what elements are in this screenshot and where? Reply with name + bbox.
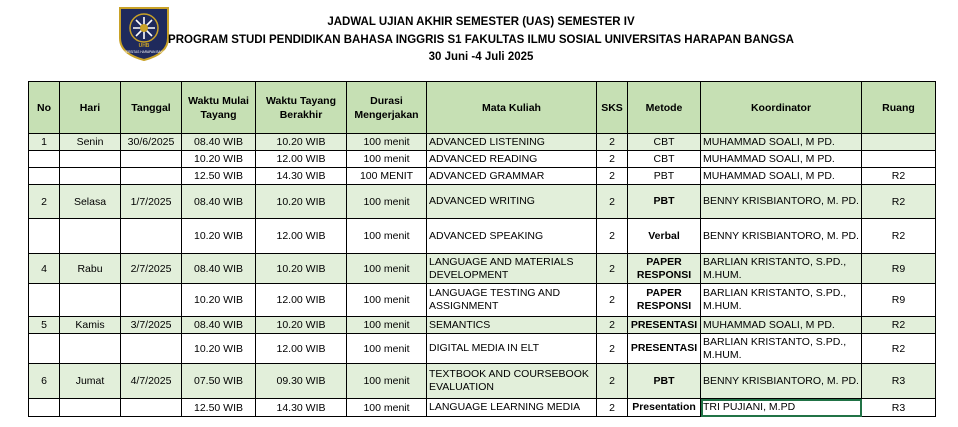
cell-metode[interactable]: PAPER RESPONSI (628, 284, 701, 317)
col-header-tanggal[interactable]: Tanggal (121, 82, 182, 134)
cell-waktu-akhir[interactable]: 12.00 WIB (256, 284, 347, 317)
cell-tanggal[interactable] (121, 151, 182, 168)
table-row (29, 168, 936, 185)
cell-mata-kuliah[interactable]: SEMANTICS (427, 317, 597, 334)
cell-koordinator[interactable]: BARLIAN KRISTANTO, S.PD., M.HUM. (701, 284, 862, 317)
logo-text-bottom: UNIVERSITAS HARAPAN BANGSA (118, 50, 170, 54)
title-line-2: PROGRAM STUDI PENDIDIKAN BAHASA INGGRIS S1 FAKULTAS ILMU SOSIAL UNIVERSITAS HARAPAN BANGSA (168, 34, 794, 46)
cell-metode[interactable]: Verbal (628, 219, 701, 254)
cell-sks[interactable]: 2 (597, 317, 628, 334)
cell-hari[interactable]: Kamis (60, 317, 121, 334)
cell-koordinator[interactable]: MUHAMMAD SOALI, M PD. (701, 168, 862, 185)
cell-metode[interactable]: PBT (628, 185, 701, 219)
cell-koordinator[interactable]: BENNY KRISBIANTORO, M. PD. (701, 219, 862, 254)
cell-tanggal[interactable]: 2/7/2025 (121, 254, 182, 284)
cell-mata-kuliah[interactable]: DIGITAL MEDIA IN ELT (427, 334, 597, 364)
cell-koordinator[interactable]: BARLIAN KRISTANTO, S.PD., M.HUM. (701, 334, 862, 364)
cell-koordinator[interactable]: BENNY KRISBIANTORO, M. PD. (701, 185, 862, 219)
cell-sks[interactable]: 2 (597, 399, 628, 417)
exam-schedule-table (28, 81, 936, 417)
cell-sks[interactable]: 2 (597, 151, 628, 168)
cell-tanggal[interactable] (121, 219, 182, 254)
cell-hari[interactable] (60, 334, 121, 364)
cell-waktu-mulai[interactable]: 12.50 WIB (182, 399, 256, 417)
cell-durasi[interactable]: 100 menit (347, 399, 427, 417)
cell-ruang[interactable]: R3 (862, 364, 936, 399)
cell-koordinator-selected[interactable]: TRI PUJIANI, M.PD (701, 399, 862, 417)
cell-no[interactable]: 1 (29, 134, 60, 151)
cell-no[interactable]: 2 (29, 185, 60, 219)
cell-durasi[interactable]: 100 menit (347, 151, 427, 168)
table-row (29, 317, 936, 334)
col-header-sks[interactable]: SKS (597, 82, 628, 134)
cell-no[interactable] (29, 284, 60, 317)
table-row (29, 254, 936, 284)
cell-sks[interactable]: 2 (597, 284, 628, 317)
cell-metode[interactable]: Presentation (628, 399, 701, 417)
cell-durasi[interactable]: 100 menit (347, 284, 427, 317)
cell-tanggal[interactable]: 4/7/2025 (121, 364, 182, 399)
cell-waktu-mulai[interactable]: 08.40 WIB (182, 185, 256, 219)
table-row (29, 134, 936, 151)
cell-durasi[interactable]: 100 MENIT (347, 168, 427, 185)
cell-tanggal[interactable]: 3/7/2025 (121, 317, 182, 334)
cell-koordinator[interactable]: MUHAMMAD SOALI, M PD. (701, 151, 862, 168)
col-header-ruang[interactable]: Ruang (862, 82, 936, 134)
cell-hari[interactable] (60, 219, 121, 254)
cell-tanggal[interactable]: 1/7/2025 (121, 185, 182, 219)
cell-koordinator[interactable]: BARLIAN KRISTANTO, S.PD., M.HUM. (701, 254, 862, 284)
cell-metode[interactable]: PRESENTASI (628, 334, 701, 364)
cell-no[interactable] (29, 334, 60, 364)
cell-waktu-mulai[interactable]: 08.40 WIB (182, 254, 256, 284)
cell-waktu-akhir[interactable]: 14.30 WIB (256, 399, 347, 417)
cell-mata-kuliah[interactable]: ADVANCED WRITING (427, 185, 597, 219)
table-row (29, 284, 936, 317)
col-header-hari[interactable]: Hari (60, 82, 121, 134)
cell-hari[interactable] (60, 151, 121, 168)
logo-text-top: UHB (138, 43, 150, 49)
cell-sks[interactable]: 2 (597, 334, 628, 364)
cell-ruang[interactable] (862, 151, 936, 168)
cell-sks[interactable]: 2 (597, 134, 628, 151)
cell-mata-kuliah[interactable]: ADVANCED LISTENING (427, 134, 597, 151)
cell-waktu-mulai[interactable]: 12.50 WIB (182, 168, 256, 185)
cell-mata-kuliah[interactable]: ADVANCED READING (427, 151, 597, 168)
cell-sks[interactable]: 2 (597, 364, 628, 399)
cell-koordinator[interactable]: BENNY KRISBIANTORO, M. PD. (701, 364, 862, 399)
cell-metode[interactable]: CBT (628, 151, 701, 168)
cell-sks[interactable]: 2 (597, 168, 628, 185)
cell-hari[interactable]: Rabu (60, 254, 121, 284)
cell-no[interactable] (29, 399, 60, 417)
cell-hari[interactable]: Senin (60, 134, 121, 151)
cell-hari[interactable]: Selasa (60, 185, 121, 219)
cell-waktu-mulai[interactable]: 08.40 WIB (182, 134, 256, 151)
cell-waktu-akhir[interactable]: 12.00 WIB (256, 151, 347, 168)
cell-durasi[interactable]: 100 menit (347, 185, 427, 219)
cell-durasi[interactable]: 100 menit (347, 334, 427, 364)
cell-sks[interactable]: 2 (597, 185, 628, 219)
cell-ruang[interactable]: R2 (862, 219, 936, 254)
cell-mata-kuliah[interactable]: LANGUAGE AND MATERIALS DEVELOPMENT (427, 254, 597, 284)
cell-mata-kuliah[interactable]: ADVANCED GRAMMAR (427, 168, 597, 185)
cell-tanggal[interactable] (121, 284, 182, 317)
col-header-waktu-mulai[interactable]: Waktu Mulai Tayang (182, 82, 256, 134)
table-row (29, 334, 936, 364)
cell-tanggal[interactable]: 30/6/2025 (121, 134, 182, 151)
title-line-1: JADWAL UJIAN AKHIR SEMESTER (UAS) SEMESTER IV (327, 16, 635, 28)
cell-no[interactable] (29, 151, 60, 168)
cell-no[interactable] (29, 168, 60, 185)
cell-durasi[interactable]: 100 menit (347, 219, 427, 254)
col-header-durasi[interactable]: Durasi Mengerjakan (347, 82, 427, 134)
cell-metode[interactable]: PRESENTASI (628, 317, 701, 334)
cell-no[interactable]: 6 (29, 364, 60, 399)
table-header-row (29, 82, 936, 134)
cell-hari[interactable] (60, 168, 121, 185)
cell-tanggal[interactable] (121, 334, 182, 364)
col-header-no[interactable]: No (29, 82, 60, 134)
table-row (29, 399, 936, 417)
cell-ruang[interactable]: R2 (862, 317, 936, 334)
cell-mata-kuliah[interactable]: LANGUAGE LEARNING MEDIA (427, 399, 597, 417)
table-row (29, 219, 936, 254)
cell-durasi[interactable]: 100 menit (347, 254, 427, 284)
cell-waktu-akhir[interactable]: 14.30 WIB (256, 168, 347, 185)
table-row (29, 364, 936, 399)
cell-mata-kuliah[interactable]: ADVANCED SPEAKING (427, 219, 597, 254)
cell-waktu-akhir[interactable]: 12.00 WIB (256, 334, 347, 364)
cell-durasi[interactable]: 100 menit (347, 317, 427, 334)
cell-ruang[interactable]: R3 (862, 399, 936, 417)
cell-hari[interactable]: Jumat (60, 364, 121, 399)
cell-waktu-mulai[interactable]: 10.20 WIB (182, 151, 256, 168)
cell-ruang[interactable] (862, 134, 936, 151)
cell-waktu-akhir[interactable]: 09.30 WIB (256, 364, 347, 399)
cell-waktu-akhir[interactable]: 10.20 WIB (256, 317, 347, 334)
cell-tanggal[interactable] (121, 399, 182, 417)
cell-waktu-akhir[interactable]: 10.20 WIB (256, 185, 347, 219)
cell-ruang[interactable]: R9 (862, 284, 936, 317)
cell-waktu-akhir[interactable]: 12.00 WIB (256, 219, 347, 254)
col-header-koordinator[interactable]: Koordinator (701, 82, 862, 134)
document-header (0, 0, 958, 80)
cell-waktu-mulai[interactable]: 07.50 WIB (182, 364, 256, 399)
cell-ruang[interactable]: R2 (862, 185, 936, 219)
cell-waktu-mulai[interactable]: 10.20 WIB (182, 334, 256, 364)
cell-durasi[interactable]: 100 menit (347, 134, 427, 151)
cell-metode[interactable]: PAPER RESPONSI (628, 254, 701, 284)
cell-koordinator[interactable]: MUHAMMAD SOALI, M PD. (701, 134, 862, 151)
cell-waktu-akhir[interactable]: 10.20 WIB (256, 254, 347, 284)
col-header-metode[interactable]: Metode (628, 82, 701, 134)
cell-mata-kuliah[interactable]: LANGUAGE TESTING AND ASSIGNMENT (427, 284, 597, 317)
cell-tanggal[interactable] (121, 168, 182, 185)
table-row (29, 151, 936, 168)
cell-hari[interactable] (60, 284, 121, 317)
cell-koordinator[interactable]: MUHAMMAD SOALI, M PD. (701, 317, 862, 334)
cell-no[interactable]: 5 (29, 317, 60, 334)
cell-ruang[interactable]: R9 (862, 254, 936, 284)
cell-sks[interactable]: 2 (597, 219, 628, 254)
col-header-mata-kuliah[interactable]: Mata Kuliah (427, 82, 597, 134)
table-row (29, 185, 936, 219)
cell-waktu-mulai[interactable]: 10.20 WIB (182, 284, 256, 317)
cell-waktu-mulai[interactable]: 10.20 WIB (182, 219, 256, 254)
cell-sks[interactable]: 2 (597, 254, 628, 284)
cell-metode[interactable]: CBT (628, 134, 701, 151)
cell-ruang[interactable]: R2 (862, 334, 936, 364)
cell-waktu-mulai[interactable]: 08.40 WIB (182, 317, 256, 334)
cell-durasi[interactable]: 100 menit (347, 364, 427, 399)
cell-metode[interactable]: PBT (628, 168, 701, 185)
cell-hari[interactable] (60, 399, 121, 417)
cell-waktu-akhir[interactable]: 10.20 WIB (256, 134, 347, 151)
cell-mata-kuliah[interactable]: TEXTBOOK AND COURSEBOOK EVALUATION (427, 364, 597, 399)
title-line-3: 30 Juni -4 Juli 2025 (428, 51, 534, 63)
cell-no[interactable] (29, 219, 60, 254)
cell-ruang[interactable]: R2 (862, 168, 936, 185)
col-header-waktu-akhir[interactable]: Waktu Tayang Berakhir (256, 82, 347, 134)
cell-no[interactable]: 4 (29, 254, 60, 284)
cell-metode[interactable]: PBT (628, 364, 701, 399)
